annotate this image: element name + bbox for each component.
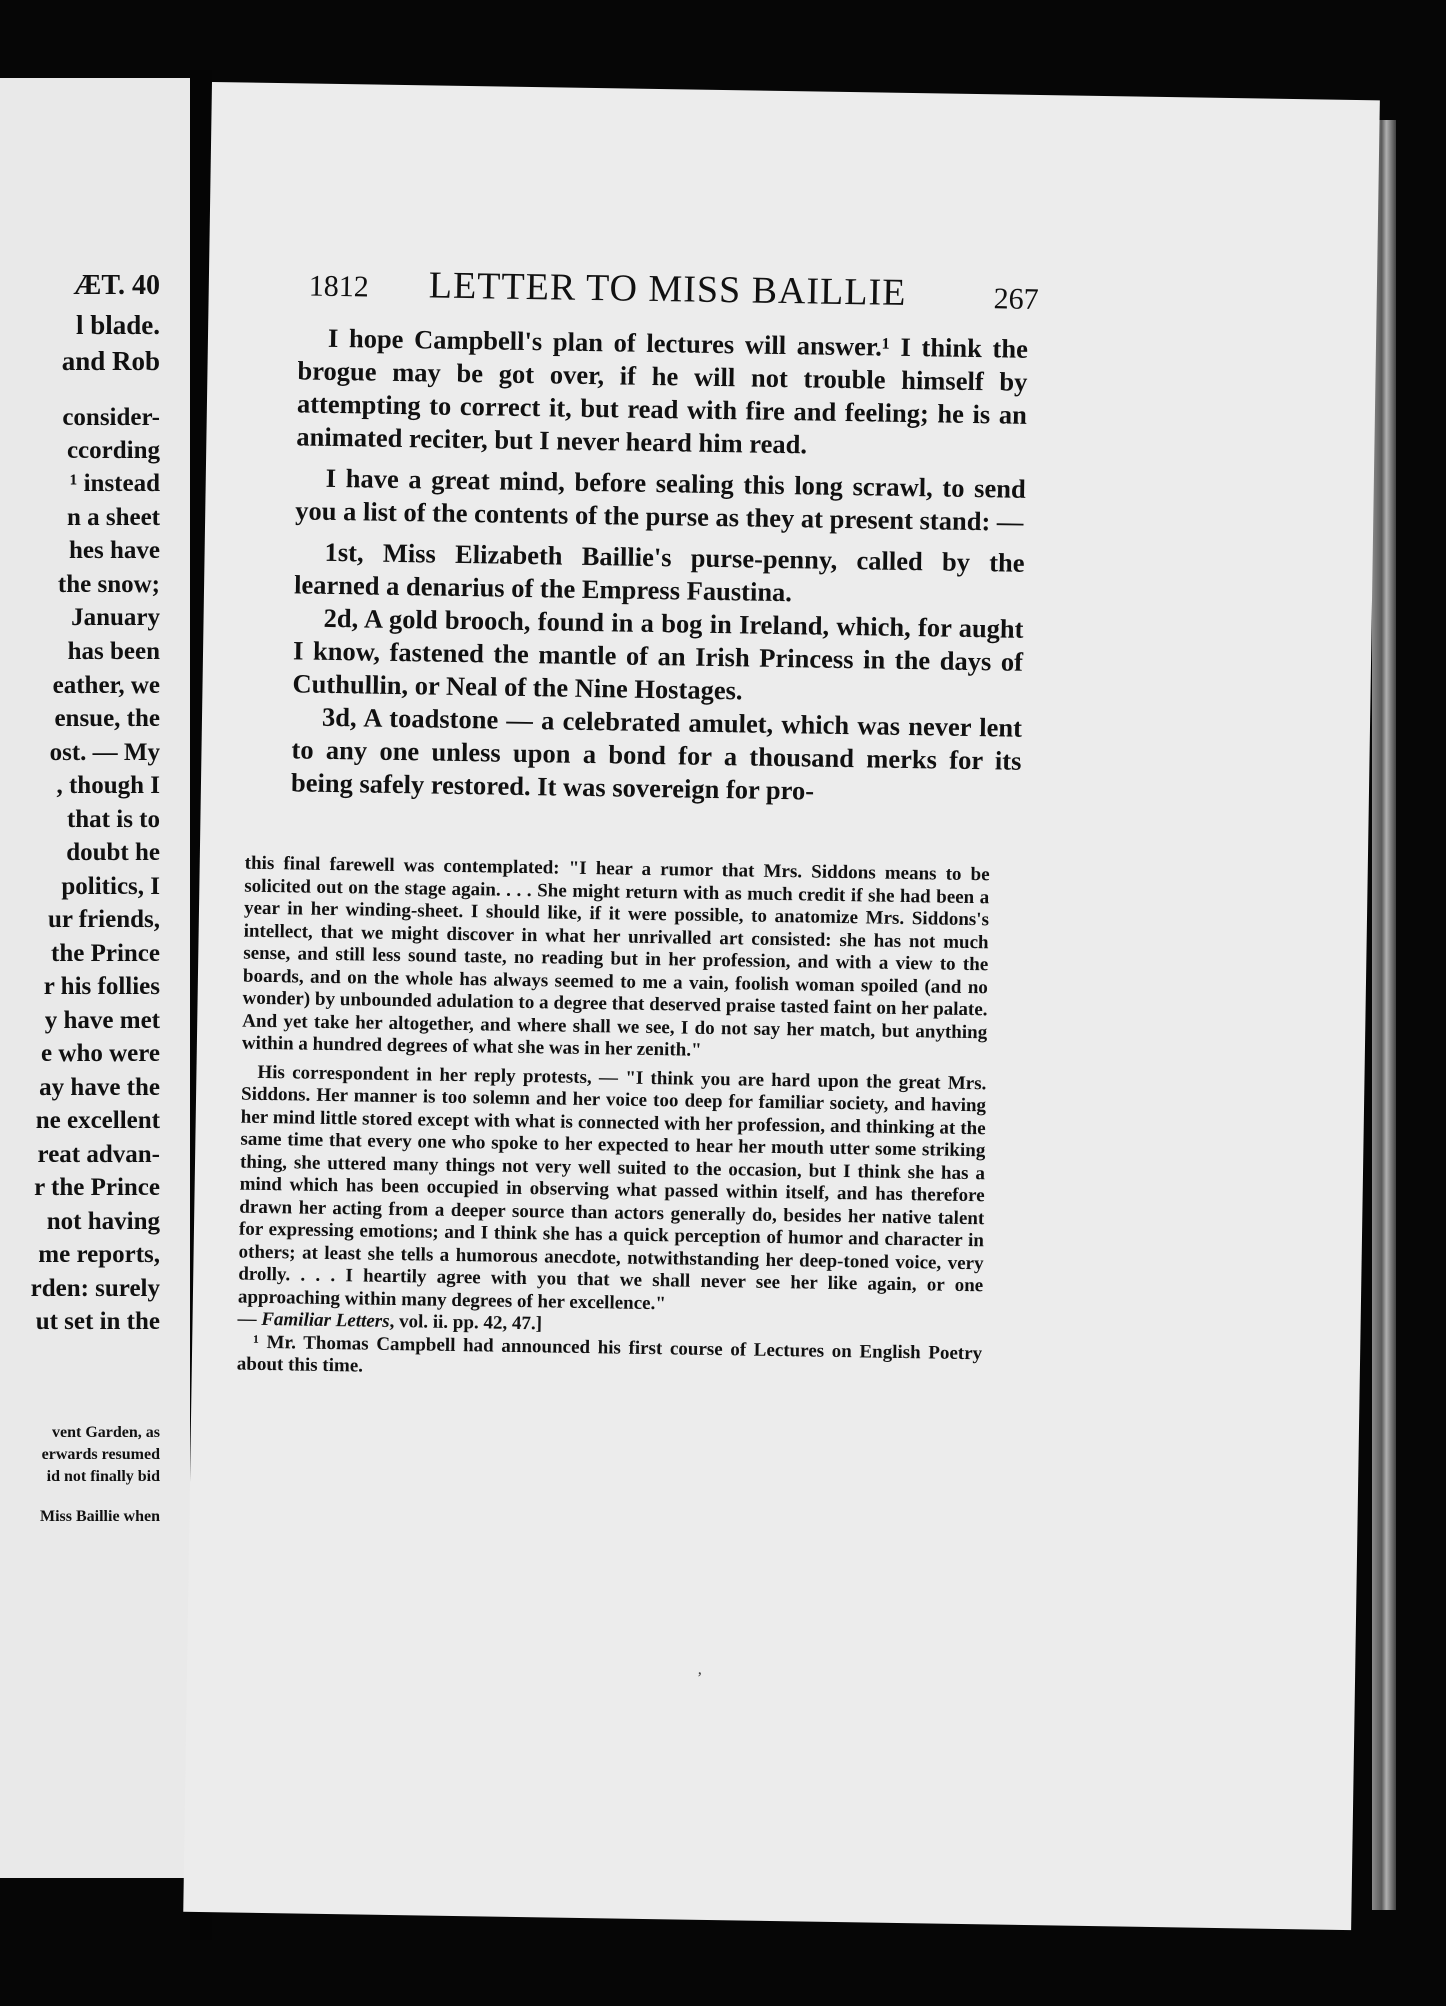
left-page-footnote-line: vent Garden, as <box>52 1424 160 1441</box>
left-page-line: consider- <box>62 404 160 431</box>
left-page-line: eather, we <box>52 672 160 699</box>
paragraph-item-3: 3d, A toadstone — a celebrated amulet, which was never lent to any one unless upon a bond for a thousand merks for its being safely restored. It was sovereign for pro- <box>290 701 1023 806</box>
left-page-line: me reports, <box>38 1241 160 1268</box>
left-page-line: reat advan- <box>37 1141 160 1168</box>
footnote-reply-text: His correspondent in her reply protests, — "I think you are hard upon the great Mrs. Siddons. Her manner is too solemn and her voice too deep for familiar society, and having her mind little stored except with what is connected with her profession, and thinking at the same time that every one who spoke to her expected to hear her mouth utter some striking thing, she uttered many things not very well suited to the occasion, but I think she has a mind which has been occupied in observing what passed within itself, and has therefore drawn her acting from a deeper source than actors generally do, besides her native talent for expressing emotions; and I think she has a quick perception of humor and character in others; at least she tells a humorous anecdote, notwithstanding her deep-toned voice, very drolly. . . . I heartily agree with you that we shall never see her like again, or one approaching within many degrees of her excellence." <box>237 1061 987 1314</box>
left-page-line: the snow; <box>57 571 160 598</box>
left-page-line: ÆT. 40 <box>73 270 160 301</box>
left-page-line: r the Prince <box>34 1174 160 1201</box>
right-page <box>183 82 1380 1930</box>
left-page-line: ccording <box>66 437 160 464</box>
left-page-line: y have met <box>44 1007 160 1034</box>
left-page-line: ur friends, <box>47 906 160 933</box>
left-page-line: politics, I <box>61 873 160 900</box>
paragraph-purse-intro: I have a great mind, before sealing this long scrawl, to send you a list of the contents of the purse as they at present stand: — <box>295 462 1026 537</box>
paragraph-item-1: 1st, Miss Elizabeth Baillie's purse-penny, called by the learned a denarius of the Empress Faustina. <box>293 536 1025 608</box>
header-title: LETTER TO MISS BAILLIE <box>428 264 907 314</box>
left-page-line: January <box>71 604 160 631</box>
citation-title: Familiar Letters <box>261 1308 390 1332</box>
left-page-line: ay have the <box>39 1074 160 1101</box>
left-page-line: n a sheet <box>66 504 160 531</box>
left-page-line: the Prince <box>51 940 160 967</box>
left-page-line: rden: surely <box>30 1275 160 1302</box>
paragraph-campbell: I hope Campbell's plan of lectures will answer.¹ I think the brogue may be got over, if he will not trouble himself by attempting to correct it, but read with fire and feeling; he is an animated reciter, but I never heard him read. <box>296 322 1029 460</box>
left-page-line: ne excellent <box>35 1107 160 1134</box>
left-page-line: ut set in the <box>35 1308 160 1335</box>
left-page-footnote-line: erwards resumed <box>41 1446 160 1463</box>
left-page-line: not having <box>46 1208 160 1235</box>
citation-prefix: — <box>237 1308 262 1330</box>
left-page-line: ¹ instead <box>69 470 160 497</box>
running-header <box>308 262 1039 333</box>
left-page-line: r his follies <box>43 973 160 1000</box>
left-page-footnote-line: Miss Baillie when <box>39 1508 160 1525</box>
left-page-line: , though I <box>56 772 160 799</box>
left-page-line: l blade. <box>75 310 160 340</box>
page-number: 267 <box>993 282 1039 317</box>
left-page-footnote-line: id not finally bid <box>46 1468 160 1485</box>
footnotes <box>237 853 990 1388</box>
left-page-line: has been <box>67 638 160 665</box>
citation-rest: , vol. ii. pp. 42, 47.] <box>389 1310 543 1335</box>
stray-mark: ʼ <box>696 1669 703 1687</box>
left-page-line: e who were <box>41 1040 160 1067</box>
header-year: 1812 <box>308 269 370 304</box>
footnote-reply <box>237 1061 986 1343</box>
left-page-line: and Rob <box>61 346 160 376</box>
main-text <box>291 321 1028 810</box>
left-page-line: ensue, the <box>54 705 160 732</box>
left-page-line: hes have <box>69 537 160 564</box>
left-page-line: doubt he <box>66 839 160 866</box>
left-page-line: that is to <box>66 806 160 833</box>
left-page-line: ost. — My <box>49 739 160 766</box>
paragraph-item-2: 2d, A gold brooch, found in a bog in Ireland, which, for aught I know, fastened the mantle of an Irish Princess in the days of Cuthullin, or Neal of the Nine Hostages. <box>292 602 1024 706</box>
footnote-siddons: this final farewell was contemplated: "I hear a rumor that Mrs. Siddons means to be solicited out on the stage again. . . . She might return with as much credit if she had been a year in her winding-sheet. I should like, if it were possible, to anatomize Mrs. Siddons's intellect, that we might discover in what her unrivalled art consisted: she has not much sense, and still less sound taste, no reading but in her profession, and with a view to the boards, and on the whole has always seemed to me a vain, foolish woman spoiled (and no wonder) by unbounded adulation to a degree that deserved praise tasted faint on her palate. And yet take her altogether, and where shall we see, I do not say her match, but anything within a hundred degrees of what she was in her zenith." <box>241 852 990 1061</box>
footnote-campbell: ¹ Mr. Thomas Campbell had announced his first course of Lectures on English Poetry about this time. <box>236 1331 983 1377</box>
left-page <box>0 78 190 1878</box>
page-edge <box>1372 120 1396 1910</box>
